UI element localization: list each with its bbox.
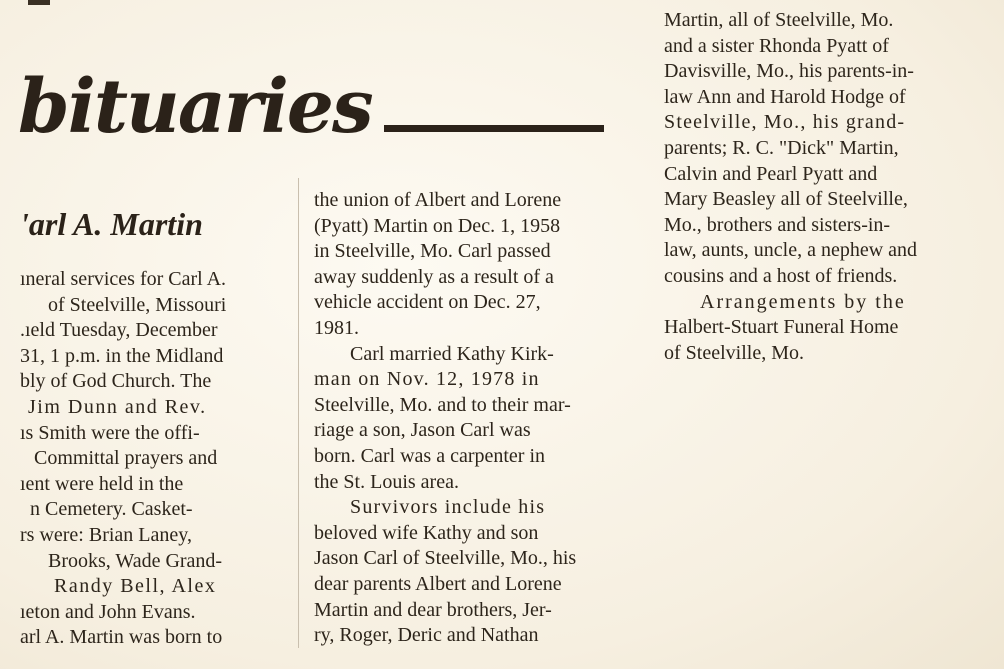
text-line: Mo., brothers and sisters-in- [664, 213, 891, 236]
text-line: beloved wife Kathy and son [314, 521, 539, 544]
text-line: away suddenly as a result of a [314, 265, 554, 288]
text-line: 1981. [314, 316, 359, 339]
text-line: of Steelville, Mo. [664, 341, 804, 364]
text-line: 31, 1 p.m. in the Midland [20, 344, 224, 367]
text-column-3 [664, 8, 984, 366]
text-line: Martin and dear brothers, Jer- [314, 598, 552, 621]
text-line: law Ann and Harold Hodge of [664, 85, 906, 108]
text-line: Carl married Kathy Kirk- [350, 342, 554, 365]
text-line: born. Carl was a carpenter in [314, 444, 546, 467]
text-line: (Pyatt) Martin on Dec. 1, 1958 [314, 214, 561, 237]
text-line: in Steelville, Mo. Carl passed [314, 240, 551, 263]
section-title-rule [384, 125, 604, 132]
text-line: Committal prayers and [34, 447, 218, 470]
text-line: the St. Louis area. [314, 470, 459, 493]
text-column-2 [314, 188, 636, 649]
text-line: Davisville, Mo., his parents-in- [664, 60, 914, 83]
column-divider [298, 178, 299, 648]
text-column-1 [20, 267, 282, 651]
text-line: ıs Smith were the offi- [20, 421, 200, 444]
text-line: cousins and a host of friends. [664, 264, 898, 287]
text-line: man on Nov. 12, 1978 in [314, 368, 540, 391]
text-line: Martin, all of Steelville, Mo. [664, 9, 894, 31]
text-line: Steelville, Mo. and to their mar- [314, 393, 571, 416]
text-line: Halbert-Stuart Funeral Home [664, 316, 899, 339]
text-line: ıeton and John Evans. [20, 600, 196, 623]
text-line: arl A. Martin was born to [20, 626, 223, 649]
text-line: Mary Beasley all of Steelville, [664, 188, 908, 211]
text-line: Survivors include his [350, 496, 546, 519]
text-line: law, aunts, uncle, a nephew and [664, 239, 918, 262]
text-line: rs were: Brian Laney, [20, 523, 192, 546]
text-line: of Steelville, Missouri [48, 293, 227, 316]
section-title: bituaries [18, 64, 372, 150]
text-line: ry, Roger, Deric and Nathan [314, 624, 539, 647]
text-line: Randy Bell, Alex [54, 575, 217, 598]
corner-mark [28, 0, 50, 5]
text-line: and a sister Rhonda Pyatt of [664, 34, 889, 57]
text-line: .ıeld Tuesday, December [20, 319, 218, 342]
text-line: Jason Carl of Steelville, Mo., his [314, 547, 577, 570]
text-line: the union of Albert and Lorene [314, 189, 562, 211]
text-line: ıent were held in the [20, 472, 184, 495]
text-line: Calvin and Pearl Pyatt and [664, 162, 878, 185]
text-line: vehicle accident on Dec. 27, [314, 291, 541, 314]
text-line: n Cemetery. Casket- [30, 498, 193, 521]
text-line: Arrangements by the [700, 290, 906, 313]
text-line: Brooks, Wade Grand- [48, 549, 223, 572]
text-line: parents; R. C. "Dick" Martin, [664, 136, 899, 159]
text-line: ıneral services for Carl A. [20, 268, 227, 290]
text-line: riage a son, Jason Carl was [314, 419, 531, 442]
text-line: Jim Dunn and Rev. [28, 395, 207, 418]
text-line: Steelville, Mo., his grand- [664, 111, 906, 134]
obituary-headline: 'arl A. Martin [20, 206, 203, 242]
text-line: dear parents Albert and Lorene [314, 572, 562, 595]
text-line: bly of God Church. The [20, 370, 212, 393]
